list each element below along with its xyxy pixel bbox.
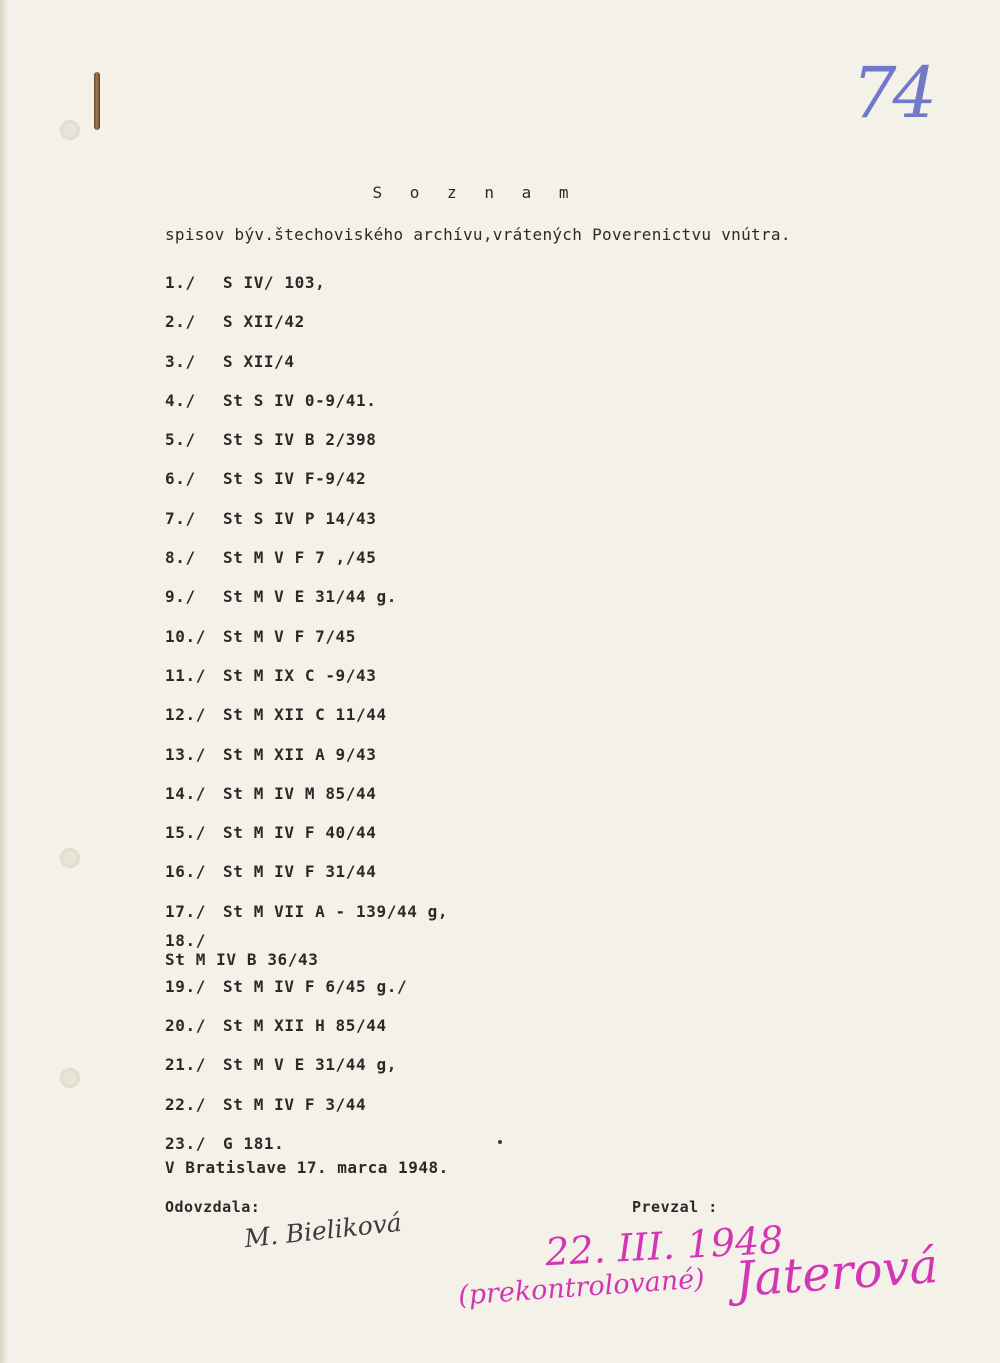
list-item [165, 1052, 448, 1091]
entry-number: 22./ [165, 1094, 206, 1114]
entry-reference: St M IV F 3/44 [223, 1094, 367, 1114]
list-item [165, 950, 448, 970]
staple-mark [94, 72, 100, 130]
punch-hole [60, 120, 80, 140]
entry-number: 5./ [165, 430, 196, 450]
entry-reference: St M IV F 6/45 g./ [223, 976, 408, 996]
entry-reference: St M V F 7 ,/45 [223, 548, 377, 568]
list-item [165, 309, 448, 348]
entry-reference: S XII/42 [223, 312, 305, 332]
entry-number: 6./ [165, 469, 196, 489]
document-title: S o z n a m [372, 183, 578, 202]
entry-number: 15./ [165, 823, 206, 843]
entry-reference: St S IV 0-9/41. [223, 390, 377, 410]
entry-number: 20./ [165, 1016, 206, 1036]
entry-number: 12./ [165, 705, 206, 725]
entry-number: 3./ [165, 351, 196, 371]
punch-hole [60, 848, 80, 868]
list-item [165, 702, 448, 741]
entry-number: 23./ [165, 1133, 206, 1153]
entry-reference: St M VII A - 139/44 g, [223, 901, 449, 921]
list-item [165, 349, 448, 388]
entry-number: 11./ [165, 665, 206, 685]
list-item [165, 742, 448, 781]
list-item [165, 663, 448, 702]
handwritten-date: 22. III. 1948 [544, 1217, 785, 1275]
page-edge-shadow [0, 0, 8, 1363]
signature-left: M. Bieliková [242, 1207, 403, 1254]
received-label: Prevzal : [632, 1198, 718, 1216]
entry-number: 14./ [165, 783, 206, 803]
list-item [165, 781, 448, 820]
signature-right: Jaterová [733, 1237, 940, 1309]
entry-reference: St M IV F 31/44 [223, 862, 377, 882]
entry-number: 4./ [165, 390, 196, 410]
list-item [165, 506, 448, 545]
handed-over-label: Odovzdala: [165, 1198, 261, 1216]
entry-reference: St M IV B 36/43 [165, 949, 319, 969]
entry-number: 1./ [165, 273, 196, 292]
entry-reference: G 181. [223, 1133, 285, 1153]
document-subtitle: spisov býv.štechoviského archívu,vrátených Poverenictvu vnútra. [165, 225, 791, 244]
entry-reference: St S IV F-9/42 [223, 469, 367, 489]
list-item [165, 931, 448, 950]
entry-number: 13./ [165, 744, 206, 764]
entry-number: 18./ [165, 930, 206, 950]
entry-reference: St M V E 31/44 g, [223, 1055, 397, 1075]
entry-number: 19./ [165, 976, 206, 996]
handwritten-note: (prekontrolované) [457, 1263, 706, 1312]
entry-reference: St M IV M 85/44 [223, 783, 377, 803]
list-item [165, 388, 448, 427]
place-and-date: V Bratislave 17. marca 1948. [165, 1158, 449, 1177]
entry-reference: St M XII A 9/43 [223, 744, 377, 764]
list-item [165, 1092, 448, 1131]
list-item [165, 624, 448, 663]
list-item [165, 899, 448, 931]
list-item [165, 859, 448, 898]
list-item [165, 584, 448, 623]
list-item [165, 1013, 448, 1052]
ink-speck [498, 1140, 502, 1144]
entry-reference: St S IV P 14/43 [223, 508, 377, 528]
entry-reference: St M V E 31/44 g. [223, 587, 397, 607]
entry-list [165, 270, 448, 1170]
list-item [165, 427, 448, 466]
entry-reference: S IV/ 103, [223, 273, 326, 292]
entry-number: 10./ [165, 626, 206, 646]
folio-number: 74 [852, 52, 934, 134]
entry-reference: St M XII C 11/44 [223, 705, 387, 725]
list-item [165, 820, 448, 859]
entry-number: 8./ [165, 548, 196, 568]
entry-reference: St M V F 7/45 [223, 626, 357, 646]
entry-reference: St M IV F 40/44 [223, 823, 377, 843]
list-item [165, 974, 448, 1013]
list-item [165, 466, 448, 505]
entry-number: 21./ [165, 1055, 206, 1075]
entry-reference: St M IX C -9/43 [223, 665, 377, 685]
entry-reference: St M XII H 85/44 [223, 1016, 387, 1036]
list-item [165, 545, 448, 584]
entry-reference: St S IV B 2/398 [223, 430, 377, 450]
entry-number: 16./ [165, 862, 206, 882]
entry-number: 2./ [165, 312, 196, 332]
entry-reference: S XII/4 [223, 351, 295, 371]
list-item [165, 270, 448, 309]
punch-hole [60, 1068, 80, 1088]
entry-number: 7./ [165, 508, 196, 528]
entry-number: 17./ [165, 901, 206, 921]
entry-number: 9./ [165, 587, 196, 607]
